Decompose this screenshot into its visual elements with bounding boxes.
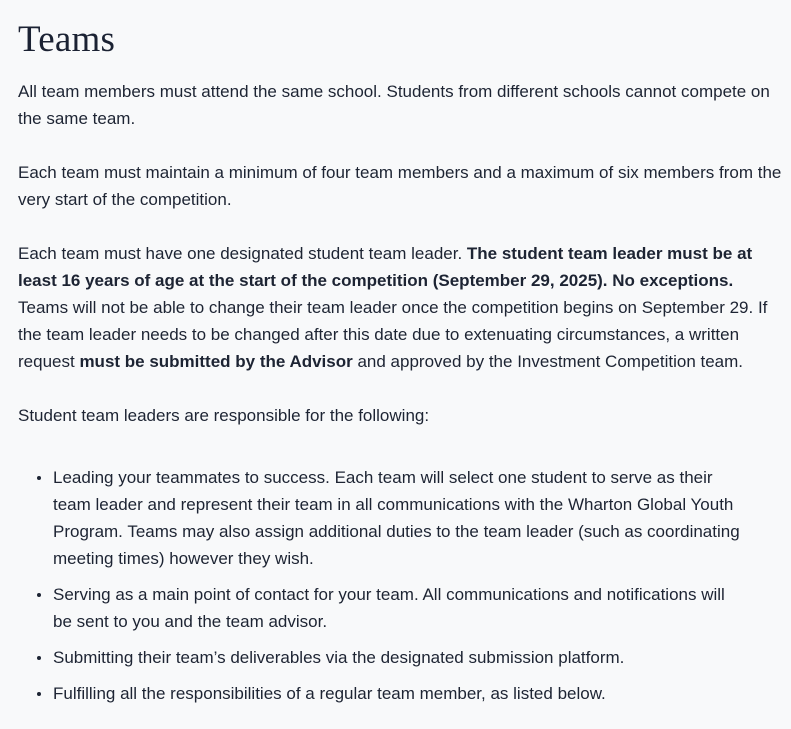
responsibilities-intro: Student team leaders are responsible for the following: (18, 406, 430, 425)
team-leader-text-1: Each team must have one designated student team leader. (18, 244, 467, 263)
advisor-requirement-bold: must be submitted by the Advisor (79, 352, 353, 371)
team-leader-text-3: and approved by the Investment Competition team. (352, 352, 744, 371)
page-title: Teams (18, 19, 116, 60)
list-item: Submitting their team’s deliverables via the designated submission platform. (53, 644, 743, 671)
list-item: Serving as a main point of contact for your team. All communications and notifications will be sent to you and the team advisor. (53, 581, 743, 635)
responsibilities-list (18, 464, 791, 707)
list-item: Leading your teammates to success. Each team will select one student to serve as their team leader and represent their team in all communications with the Wharton Global Youth Program. Teams may also assign additional duties to the team leader (such as coordinating meeting times) however they wish. (53, 464, 743, 572)
age-requirement-bold: The student team leader must be at least 16 years of age at the start of the competition (September 29, 2025). No exceptions. (18, 244, 753, 290)
team-leader-paragraph (18, 240, 778, 375)
team-leader-text-2: Teams will not be able to change their team leader once the competition begins on September 29. If the team leader needs to be changed after this date due to extenuating circumstances, a written request (18, 298, 768, 371)
team-size-paragraph: Each team must maintain a minimum of four team members and a maximum of six members from the very start of the competition. (18, 163, 782, 209)
school-rule-paragraph: All team members must attend the same school. Students from different schools cannot compete on the same team. (18, 82, 770, 128)
list-item: Fulfilling all the responsibilities of a regular team member, as listed below. (53, 680, 743, 707)
